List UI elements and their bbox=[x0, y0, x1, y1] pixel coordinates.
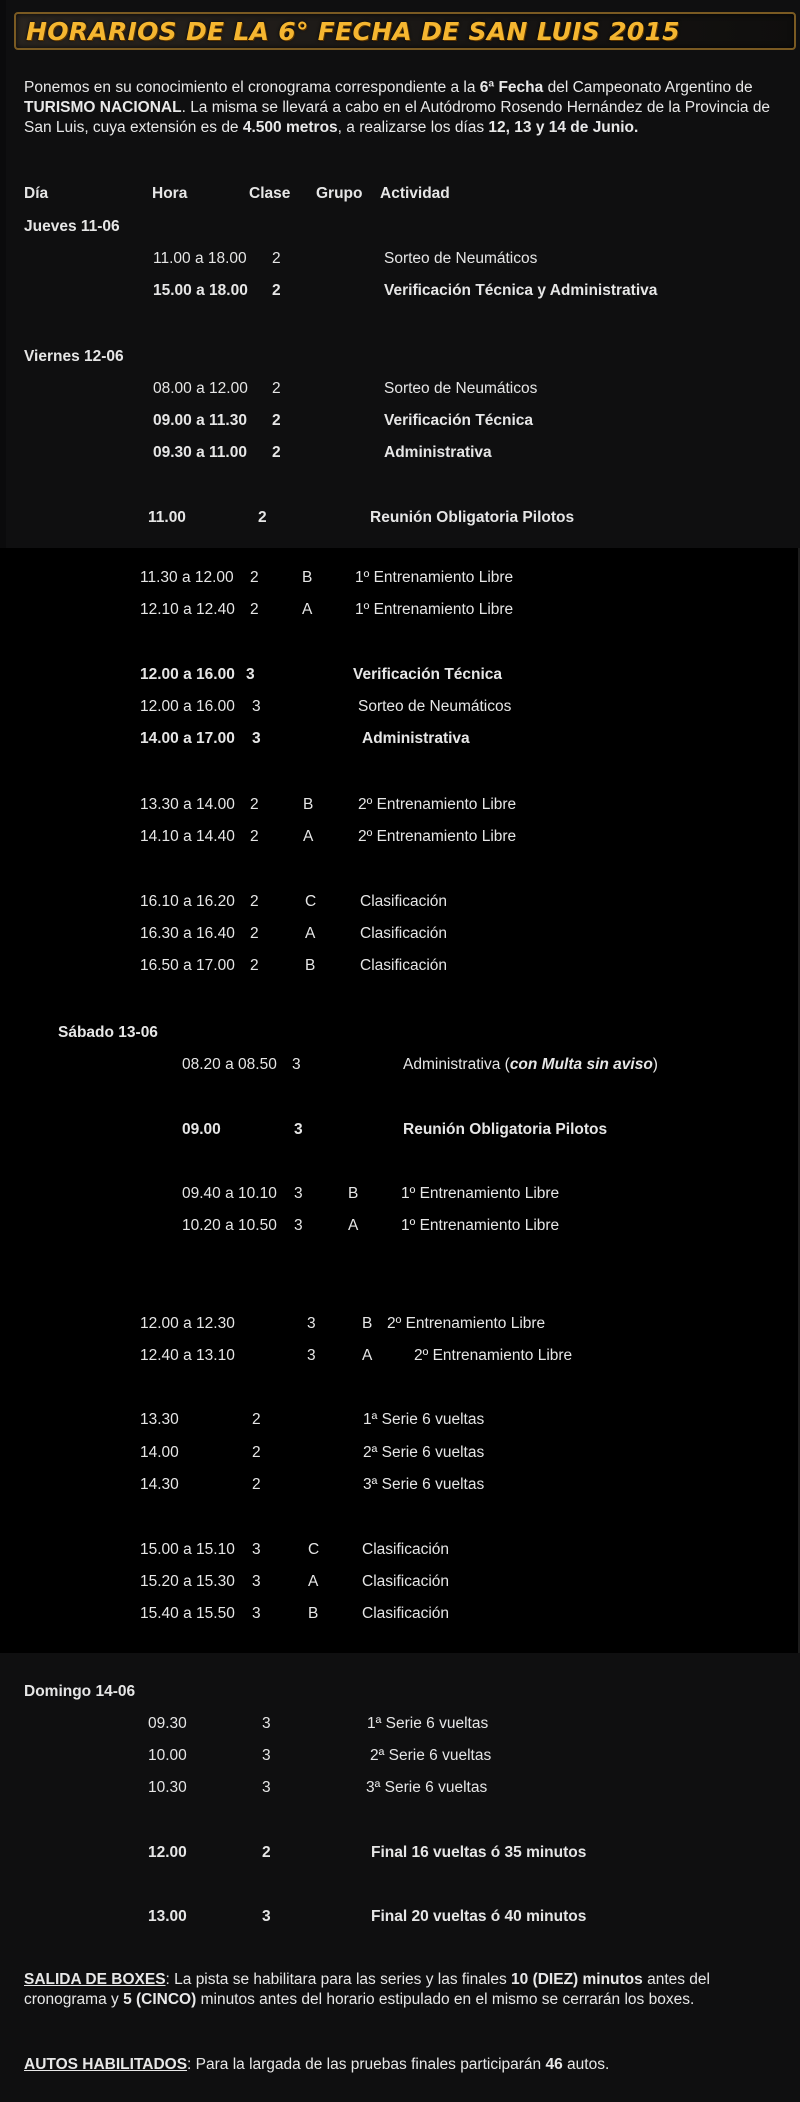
boxes-note bbox=[24, 1970, 789, 2010]
row-grupo: B bbox=[308, 1605, 319, 1622]
row-actividad: 2ª Serie 6 vueltas bbox=[370, 1747, 492, 1764]
row-actividad: Verificación Técnica bbox=[384, 412, 534, 429]
row-grupo: B bbox=[348, 1185, 359, 1202]
row-clase: 2 bbox=[272, 282, 281, 299]
row-hora: 13.00 bbox=[148, 1908, 187, 1925]
row-actividad: Administrativa bbox=[384, 444, 492, 461]
autos-label: AUTOS HABILITADOS bbox=[24, 2056, 188, 2073]
row-hora: 11.30 a 12.00 bbox=[140, 569, 234, 586]
boxes-bold-1: 10 (DIEZ) minutos bbox=[511, 1971, 643, 1988]
row-hora: 13.30 bbox=[140, 1411, 179, 1428]
day-domingo: Domingo 14-06 bbox=[24, 1683, 136, 1700]
autos-bold-count: 46 bbox=[545, 2056, 563, 2073]
row-actividad: 1º Entrenamiento Libre bbox=[401, 1185, 560, 1202]
row-clase: 2 bbox=[250, 569, 259, 586]
row-clase: 2 bbox=[272, 444, 281, 461]
row-clase: 2 bbox=[252, 1444, 261, 1461]
row-clase: 3 bbox=[252, 698, 261, 715]
intro-text-2: del Campeonato Argentino de bbox=[543, 79, 753, 96]
day-sabado: Sábado 13-06 bbox=[58, 1024, 158, 1041]
row-grupo: C bbox=[305, 893, 317, 910]
row-actividad: 1ª Serie 6 vueltas bbox=[363, 1411, 485, 1428]
day-viernes: Viernes 12-06 bbox=[24, 348, 124, 365]
row-hora: 13.30 a 14.00 bbox=[140, 796, 235, 813]
row-hora: 14.10 a 14.40 bbox=[140, 828, 235, 845]
row-hora: 09.40 a 10.10 bbox=[182, 1185, 277, 1202]
header-actividad: Actividad bbox=[380, 185, 450, 202]
row-clase: 2 bbox=[272, 412, 281, 429]
row-actividad: Verificación Técnica bbox=[353, 666, 503, 683]
row-hora: 08.20 a 08.50 bbox=[182, 1056, 277, 1073]
autos-text-2: autos. bbox=[562, 2056, 610, 2073]
row-clase: 2 bbox=[272, 380, 281, 397]
row-hora: 10.00 bbox=[148, 1747, 187, 1764]
row-actividad: 2º Entrenamiento Libre bbox=[414, 1347, 573, 1364]
row-clase: 3 bbox=[307, 1315, 316, 1332]
row-hora: 16.10 a 16.20 bbox=[140, 893, 235, 910]
row-actividad: Reunión Obligatoria Pilotos bbox=[403, 1121, 608, 1138]
row-actividad: Clasificación bbox=[360, 893, 448, 910]
intro-bold-length: 4.500 metros bbox=[242, 119, 338, 136]
row-hora: 11.00 a 18.00 bbox=[153, 250, 247, 267]
row-clase: 2 bbox=[258, 509, 267, 526]
row-actividad: Sorteo de Neumáticos bbox=[384, 250, 538, 267]
header-hora: Hora bbox=[152, 185, 188, 202]
row-actividad: 2ª Serie 6 vueltas bbox=[363, 1444, 485, 1461]
row-grupo: A bbox=[308, 1573, 319, 1590]
row-actividad: 1º Entrenamiento Libre bbox=[355, 601, 514, 618]
row-grupo: A bbox=[348, 1217, 359, 1234]
row-grupo: C bbox=[308, 1541, 320, 1558]
row-grupo: B bbox=[302, 569, 313, 586]
boxes-text-2: antes del cronograma y bbox=[24, 1971, 710, 2008]
left-edge bbox=[0, 0, 6, 548]
row-clase: 3 bbox=[292, 1056, 301, 1073]
row-grupo: B bbox=[303, 796, 314, 813]
row-clase: 2 bbox=[252, 1476, 261, 1493]
row-actividad-emphasis: con Multa sin aviso bbox=[509, 1056, 653, 1073]
row-hora: 09.00 bbox=[182, 1121, 221, 1138]
row-actividad: 3ª Serie 6 vueltas bbox=[366, 1779, 488, 1796]
row-grupo: B bbox=[305, 957, 316, 974]
row-actividad: Final 20 vueltas ó 40 minutos bbox=[371, 1908, 587, 1925]
row-clase: 2 bbox=[250, 957, 259, 974]
row-hora: 11.00 bbox=[148, 509, 186, 526]
row-hora: 12.10 a 12.40 bbox=[140, 601, 235, 618]
row-actividad: Sorteo de Neumáticos bbox=[358, 698, 512, 715]
row-clase: 2 bbox=[250, 601, 259, 618]
row-actividad: 1º Entrenamiento Libre bbox=[355, 569, 514, 586]
row-clase: 3 bbox=[294, 1121, 303, 1138]
row-hora: 15.00 a 18.00 bbox=[153, 282, 248, 299]
intro-text-4: , a realizarse los días bbox=[337, 119, 489, 136]
row-actividad: Clasificación bbox=[362, 1573, 450, 1590]
row-clase: 3 bbox=[252, 1541, 261, 1558]
intro-bold-dates: 12, 13 y 14 de Junio. bbox=[488, 119, 639, 136]
row-clase: 2 bbox=[250, 828, 259, 845]
intro-text-3: . La misma se llevará a cabo en el Autódromo Rosendo Hernández de la Provincia de San Luis, cuya extensión es de bbox=[24, 99, 771, 136]
row-clase: 2 bbox=[252, 1411, 261, 1428]
row-hora: 10.30 bbox=[148, 1779, 187, 1796]
row-clase: 3 bbox=[294, 1217, 303, 1234]
row-actividad: Final 16 vueltas ó 35 minutos bbox=[371, 1844, 587, 1861]
day-jueves: Jueves 11-06 bbox=[24, 218, 120, 235]
row-clase: 3 bbox=[307, 1347, 316, 1364]
row-clase: 3 bbox=[262, 1779, 271, 1796]
header-grupo: Grupo bbox=[316, 185, 363, 202]
row-hora: 10.20 a 10.50 bbox=[182, 1217, 277, 1234]
autos-note bbox=[24, 2055, 789, 2075]
intro-paragraph bbox=[24, 78, 789, 138]
row-hora: 09.00 a 11.30 bbox=[153, 412, 247, 429]
row-actividad: Clasificación bbox=[360, 925, 448, 942]
row-grupo: A bbox=[362, 1347, 373, 1364]
row-hora: 08.00 a 12.00 bbox=[153, 380, 248, 397]
row-hora: 15.00 a 15.10 bbox=[140, 1541, 235, 1558]
header-dia: Día bbox=[24, 185, 49, 202]
row-hora: 12.00 a 12.30 bbox=[140, 1315, 235, 1332]
row-actividad: 2º Entrenamiento Libre bbox=[358, 828, 517, 845]
row-actividad bbox=[403, 1055, 658, 1075]
boxes-label: SALIDA DE BOXES bbox=[24, 1971, 166, 1988]
row-actividad: Clasificación bbox=[362, 1605, 450, 1622]
row-grupo: A bbox=[302, 601, 313, 618]
intro-bold-category: TURISMO NACIONAL bbox=[24, 99, 182, 116]
row-grupo: A bbox=[303, 828, 314, 845]
row-hora: 15.40 a 15.50 bbox=[140, 1605, 235, 1622]
row-hora: 16.30 a 16.40 bbox=[140, 925, 235, 942]
row-actividad: Sorteo de Neumáticos bbox=[384, 380, 538, 397]
row-clase: 3 bbox=[262, 1715, 271, 1732]
row-actividad: Administrativa bbox=[362, 730, 470, 747]
row-hora: 12.00 a 16.00 bbox=[140, 666, 235, 683]
row-hora: 12.00 a 16.00 bbox=[140, 698, 235, 715]
row-hora: 09.30 a 11.00 bbox=[153, 444, 247, 461]
title-banner bbox=[14, 12, 796, 50]
row-clase: 3 bbox=[294, 1185, 303, 1202]
row-actividad: Clasificación bbox=[360, 957, 448, 974]
row-clase: 2 bbox=[250, 893, 259, 910]
row-actividad: Reunión Obligatoria Pilotos bbox=[370, 509, 575, 526]
row-actividad: 1ª Serie 6 vueltas bbox=[367, 1715, 489, 1732]
row-clase: 3 bbox=[252, 730, 261, 747]
row-actividad: Verificación Técnica y Administrativa bbox=[384, 282, 658, 299]
row-clase: 3 bbox=[262, 1747, 271, 1764]
row-hora: 16.50 a 17.00 bbox=[140, 957, 235, 974]
row-hora: 14.00 a 17.00 bbox=[140, 730, 235, 747]
boxes-text-3: minutos antes del horario estipulado en el mismo se cerrarán los boxes. bbox=[196, 1991, 695, 2008]
row-clase: 2 bbox=[272, 250, 281, 267]
row-clase: 3 bbox=[262, 1908, 271, 1925]
row-hora: 15.20 a 15.30 bbox=[140, 1573, 235, 1590]
autos-text-1: : Para la largada de las pruebas finales participarán bbox=[187, 2056, 546, 2073]
page-title: HORARIOS DE LA 6° FECHA DE SAN LUIS 2015 bbox=[26, 17, 680, 46]
row-clase: 3 bbox=[252, 1573, 261, 1590]
boxes-bold-2: 5 (CINCO) bbox=[123, 1991, 197, 2008]
row-actividad: 2º Entrenamiento Libre bbox=[358, 796, 517, 813]
row-hora: 12.40 a 13.10 bbox=[140, 1347, 235, 1364]
row-actividad: 1º Entrenamiento Libre bbox=[401, 1217, 560, 1234]
row-actividad-text: Administrativa ( bbox=[403, 1056, 510, 1073]
intro-text-1: Ponemos en su conocimiento el cronograma correspondiente a la bbox=[24, 79, 480, 96]
row-clase: 3 bbox=[246, 666, 255, 683]
row-actividad-text-end: ) bbox=[652, 1056, 658, 1073]
row-clase: 2 bbox=[262, 1844, 271, 1861]
row-actividad: 3ª Serie 6 vueltas bbox=[363, 1476, 485, 1493]
row-hora: 12.00 bbox=[148, 1844, 187, 1861]
row-actividad: 2º Entrenamiento Libre bbox=[387, 1315, 546, 1332]
row-hora: 14.00 bbox=[140, 1444, 179, 1461]
row-clase: 2 bbox=[250, 925, 259, 942]
row-grupo: A bbox=[305, 925, 316, 942]
row-clase: 2 bbox=[250, 796, 259, 813]
row-grupo: B bbox=[362, 1315, 373, 1332]
row-clase: 3 bbox=[252, 1605, 261, 1622]
row-hora: 09.30 bbox=[148, 1715, 187, 1732]
boxes-text-1: : La pista se habilitara para las series y las finales bbox=[165, 1971, 512, 1988]
row-hora: 14.30 bbox=[140, 1476, 179, 1493]
intro-bold-fecha: 6ª Fecha bbox=[479, 79, 544, 96]
row-actividad: Clasificación bbox=[362, 1541, 450, 1558]
header-clase: Clase bbox=[249, 185, 291, 202]
